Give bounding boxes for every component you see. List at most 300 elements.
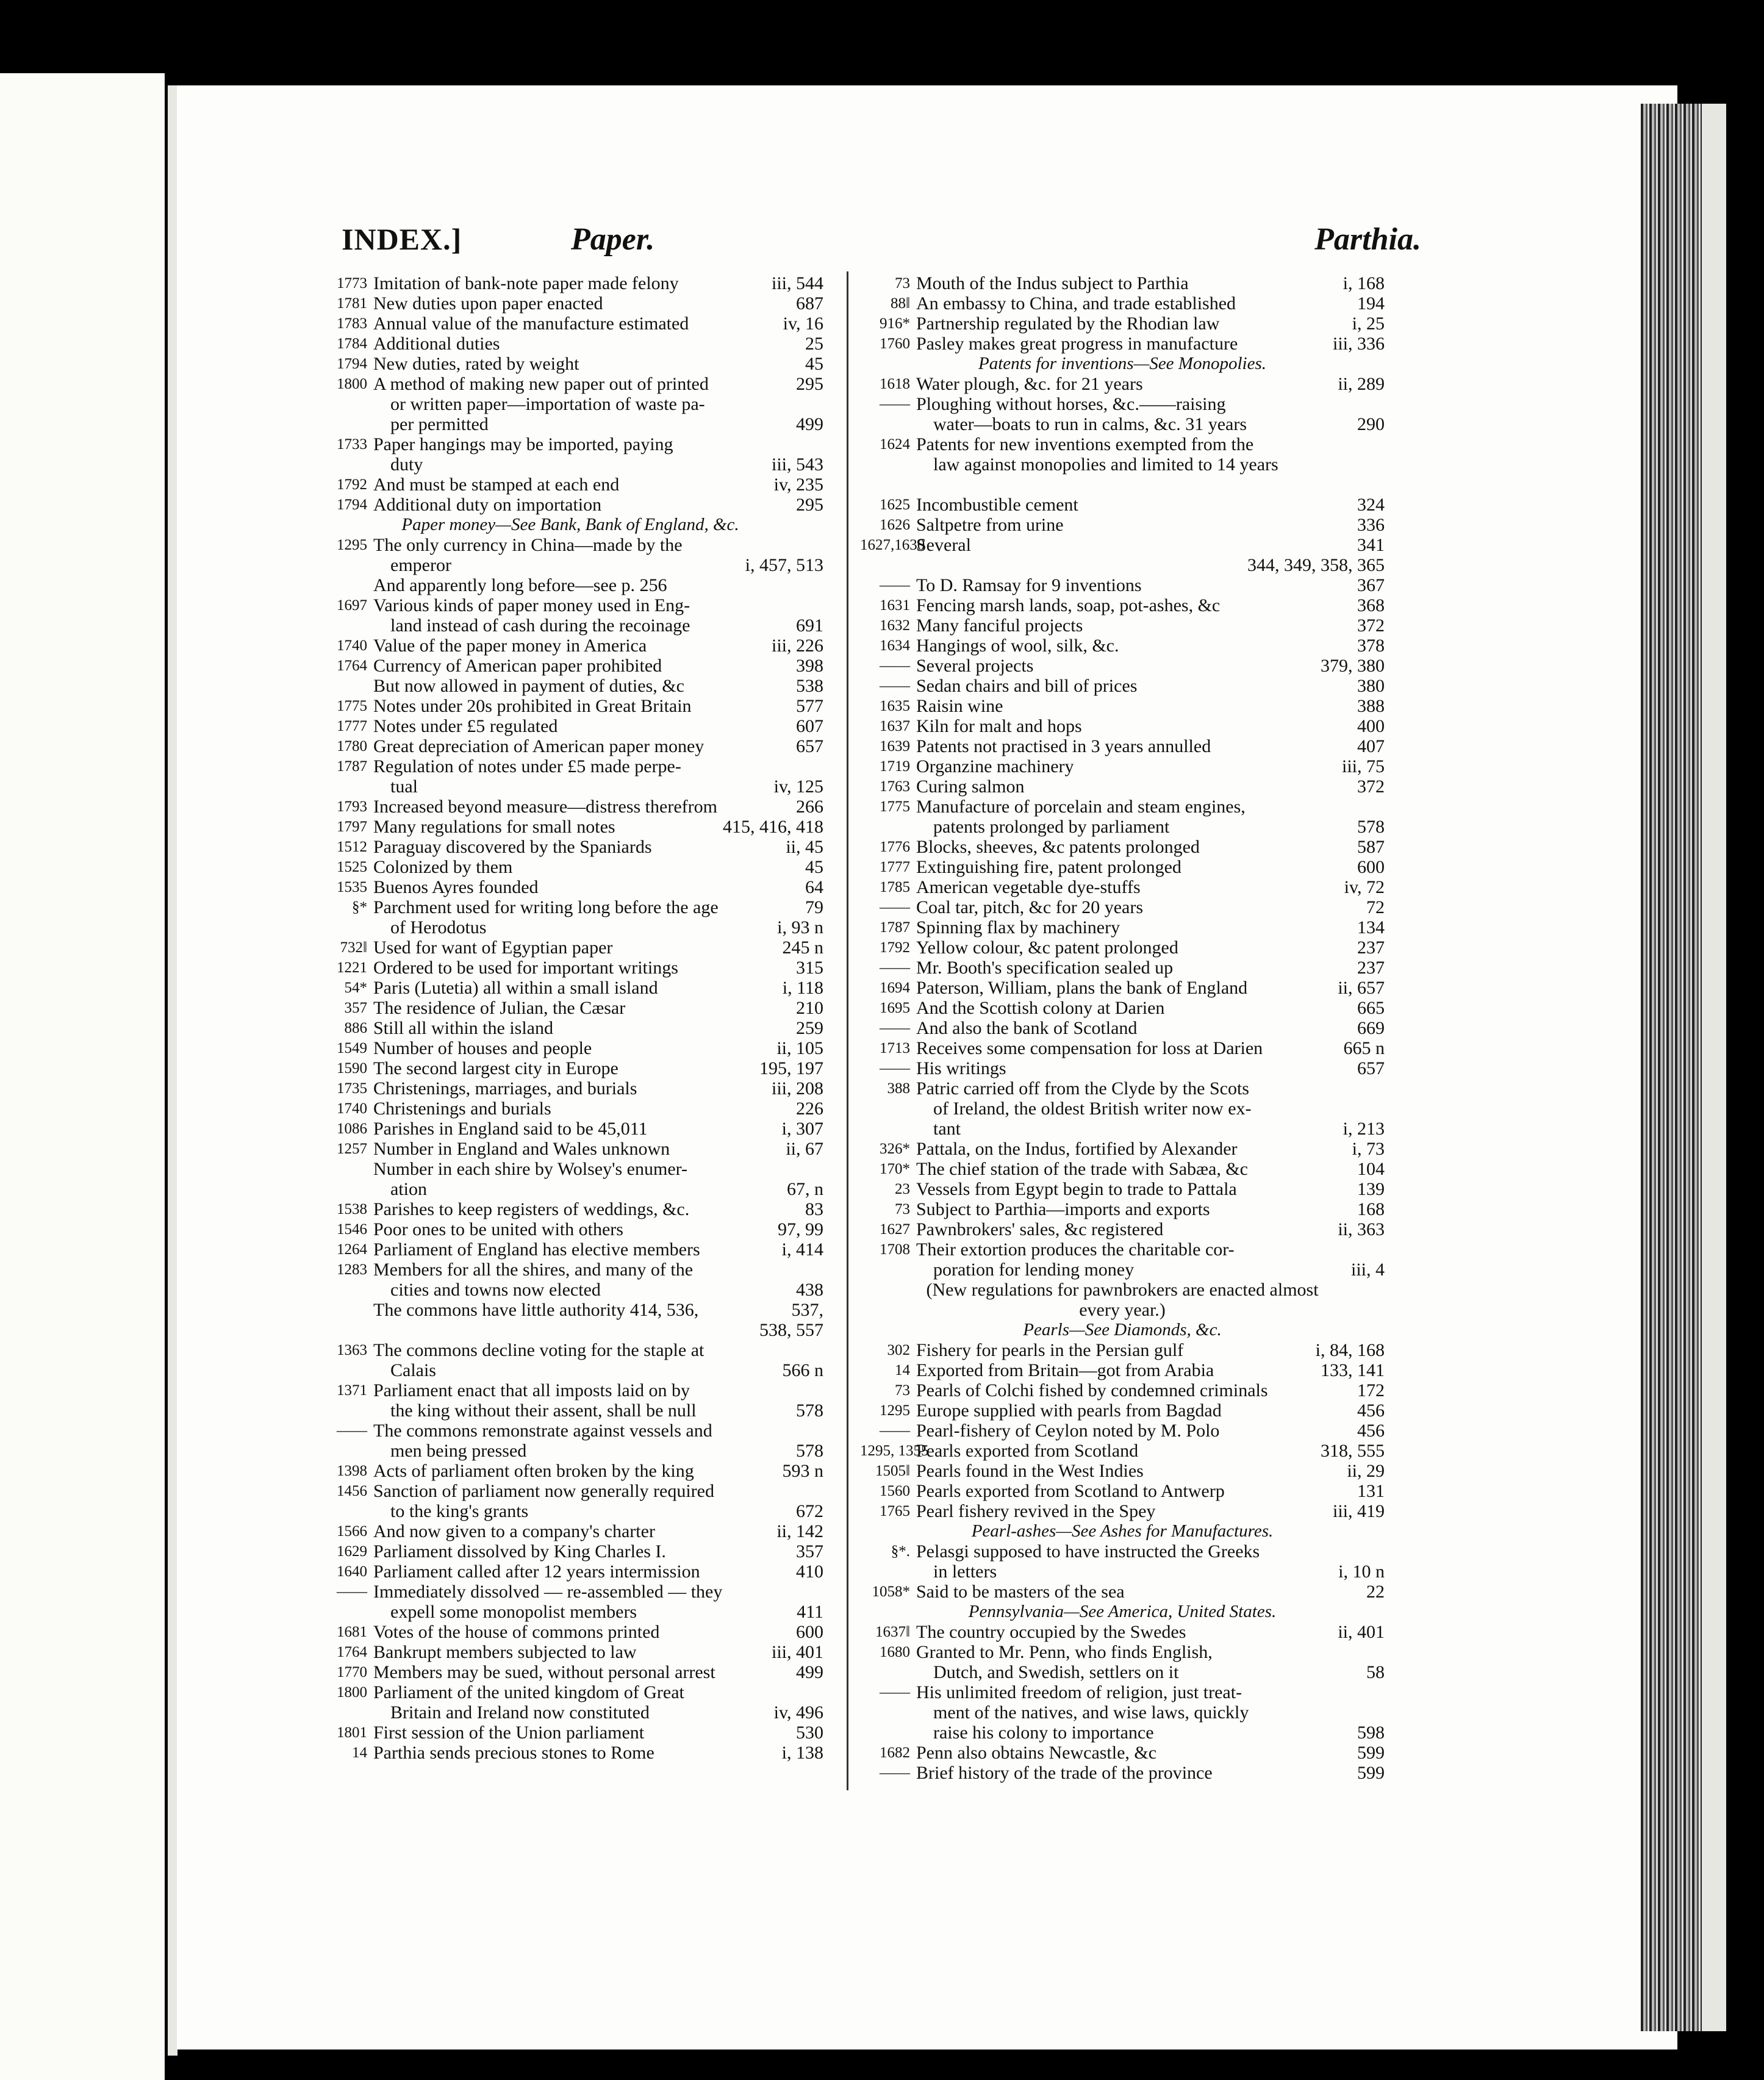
- entry-year: 1295: [880, 1402, 910, 1419]
- entry-year: 1626: [880, 517, 910, 533]
- entry-year: 1785: [880, 879, 910, 895]
- entry-text: Calais: [390, 1360, 436, 1380]
- index-entry: [860, 897, 1385, 917]
- entry-year: 326*: [880, 1141, 910, 1157]
- entry-year: [317, 1360, 373, 1380]
- index-entry: [860, 736, 1385, 756]
- page-edge-margin: [1702, 104, 1726, 2031]
- index-entry: [860, 716, 1385, 736]
- entry-page-ref: 172: [1357, 1380, 1385, 1400]
- index-entry: [317, 1662, 823, 1682]
- entry-page-ref: 318, 555: [1321, 1441, 1385, 1461]
- entry-text: Parthia sends precious stones to Rome: [373, 1743, 654, 1763]
- entry-year: 23: [895, 1181, 910, 1197]
- index-entry: [860, 837, 1385, 857]
- index-entry: [317, 374, 823, 394]
- left-column: [317, 273, 823, 1763]
- index-entry: [317, 736, 823, 756]
- entry-page-ref: iii, 401: [771, 1642, 823, 1662]
- entry-page-ref: 266: [796, 797, 823, 817]
- entry-text: Manufacture of porcelain and steam engines,: [916, 797, 1246, 817]
- entry-page-ref: i, 84, 168: [1315, 1340, 1385, 1360]
- entry-page-ref: [819, 756, 823, 776]
- entry-year: [860, 1723, 916, 1743]
- entry-year: [317, 454, 373, 475]
- entry-year: ——: [880, 396, 910, 412]
- entry-text: Paterson, William, plans the bank of England: [916, 978, 1248, 998]
- entry-text: Parliament dissolved by King Charles I.: [373, 1541, 666, 1562]
- index-entry: [317, 1642, 823, 1662]
- entry-text: Various kinds of paper money used in Eng-: [373, 595, 690, 615]
- entry-year: [860, 1099, 916, 1119]
- entry-page-ref: ii, 657: [1338, 978, 1385, 998]
- entry-page-ref: i, 168: [1343, 273, 1385, 293]
- entry-year: 54*: [344, 980, 367, 996]
- entry-text: But now allowed in payment of duties, &c: [373, 676, 684, 696]
- index-entry: [860, 958, 1385, 978]
- entry-page-ref: 598: [1357, 1723, 1385, 1743]
- entry-page-ref: 607: [796, 716, 823, 736]
- index-entry: [317, 615, 823, 636]
- index-entry: [860, 1582, 1385, 1602]
- right-column: [860, 273, 1385, 1783]
- entry-page-ref: 657: [1357, 1058, 1385, 1078]
- index-entry: [317, 595, 823, 615]
- entry-page-ref: 438: [796, 1280, 823, 1300]
- entry-text: cities and towns now elected: [390, 1280, 601, 1300]
- entry-page-ref: [819, 394, 823, 414]
- entry-page-ref: [819, 1159, 823, 1179]
- entry-text: Many fanciful projects: [916, 615, 1083, 636]
- entry-year: ——: [880, 959, 910, 976]
- entry-text: Regulation of notes under £5 made perpe-: [373, 756, 681, 776]
- index-entry: [317, 1340, 823, 1360]
- entry-year: 1283: [337, 1261, 367, 1278]
- entry-year: 73: [895, 1382, 910, 1399]
- index-entry: [860, 1119, 1385, 1139]
- entry-year: 1787: [880, 919, 910, 936]
- entry-text: per permitted: [390, 414, 489, 434]
- entry-text: Several: [916, 535, 971, 555]
- entry-year: [860, 1119, 916, 1139]
- entry-text: Used for want of Egyptian paper: [373, 938, 613, 958]
- index-entry: [860, 1159, 1385, 1179]
- entry-text: of Herodotus: [390, 917, 487, 938]
- entry-year: [860, 555, 916, 575]
- entry-text: The country occupied by the Swedes: [916, 1622, 1186, 1642]
- entry-text: Curing salmon: [916, 776, 1025, 797]
- entry-text: to the king's grants: [390, 1501, 529, 1521]
- entry-text: Raisin wine: [916, 696, 1003, 716]
- index-entry: [317, 917, 823, 938]
- entry-year: 1635: [880, 698, 910, 714]
- index-entry: [317, 656, 823, 676]
- entry-year: 1629: [337, 1543, 367, 1560]
- entry-page-ref: 324: [1357, 495, 1385, 515]
- entry-page-ref: [819, 1582, 823, 1602]
- entry-text: Parishes to keep registers of weddings, &c.: [373, 1199, 690, 1219]
- entry-text: Their extortion produces the charitable cor-: [916, 1239, 1235, 1260]
- entry-page-ref: 380: [1357, 676, 1385, 696]
- entry-page-ref: 687: [796, 293, 823, 314]
- index-entry: [860, 475, 1385, 495]
- entry-page-ref: ii, 29: [1347, 1461, 1385, 1481]
- entry-text: Notes under 20s prohibited in Great Britain: [373, 696, 692, 716]
- entry-page-ref: 79: [805, 897, 823, 917]
- entry-year: 1783: [337, 315, 367, 332]
- entry-text: Brief history of the trade of the province: [916, 1763, 1213, 1783]
- entry-page-ref: ii, 289: [1338, 374, 1385, 394]
- entry-text: Value of the paper money in America: [373, 636, 647, 656]
- index-entry: [317, 535, 823, 555]
- entry-page-ref: 97, 99: [778, 1219, 823, 1239]
- entry-text: [916, 555, 1242, 575]
- entry-page-ref: 368: [1357, 595, 1385, 615]
- index-entry: [317, 1541, 823, 1562]
- index-entry: [860, 374, 1385, 394]
- entry-page-ref: 530: [796, 1723, 823, 1743]
- entry-text: of Ireland, the oldest British writer now ex-: [933, 1099, 1252, 1119]
- entry-year: 1764: [337, 658, 367, 674]
- entry-text: Paper hangings may be imported, paying: [373, 434, 673, 454]
- entry-year: [317, 414, 373, 434]
- entry-page-ref: [1380, 434, 1385, 454]
- entry-page-ref: 578: [796, 1400, 823, 1421]
- entry-page-ref: [819, 595, 823, 615]
- entry-text: Great depreciation of American paper money: [373, 736, 705, 756]
- gutter: [168, 85, 177, 2056]
- index-entry: [317, 776, 823, 797]
- entry-year: 88‖: [890, 295, 910, 312]
- entry-page-ref: iv, 496: [773, 1702, 823, 1723]
- entry-year: [317, 1300, 373, 1320]
- entry-year: 1781: [337, 295, 367, 312]
- entry-year: 1787: [337, 758, 367, 775]
- index-entry: [860, 1099, 1385, 1119]
- entry-year: 1695: [880, 1000, 910, 1016]
- entry-page-ref: i, 10 n: [1338, 1562, 1385, 1582]
- entry-text: Penn also obtains Newcastle, &c: [916, 1743, 1157, 1763]
- entry-year: ——: [880, 899, 910, 916]
- entry-text: Currency of American paper prohibited: [373, 656, 662, 676]
- index-entry: [860, 555, 1385, 575]
- entry-page-ref: iii, 336: [1332, 334, 1385, 354]
- index-entry: [860, 817, 1385, 837]
- entry-year: 1566: [337, 1523, 367, 1540]
- entry-page-ref: [819, 1481, 823, 1501]
- index-entry: [317, 394, 823, 414]
- entry-text: Britain and Ireland now constituted: [390, 1702, 650, 1723]
- entry-text: tant: [933, 1119, 961, 1139]
- entry-year: 1624: [880, 436, 910, 453]
- index-entry: [860, 998, 1385, 1018]
- entry-year: [317, 1280, 373, 1300]
- index-entry: [860, 1662, 1385, 1682]
- index-entry: [860, 1340, 1385, 1360]
- entry-page-ref: iii, 226: [771, 636, 823, 656]
- entry-page-ref: i, 25: [1352, 314, 1385, 334]
- index-entry: [317, 1179, 823, 1199]
- index-entry: [317, 1441, 823, 1461]
- entry-text: Parchment used for writing long before the age: [373, 897, 719, 917]
- entry-text: Buenos Ayres founded: [373, 877, 539, 897]
- facing-page-edge: [0, 73, 165, 2080]
- entry-year: 1680: [880, 1644, 910, 1660]
- entry-text: [916, 475, 1380, 495]
- entry-page-ref: 456: [1357, 1421, 1385, 1441]
- entry-text: Parliament of England has elective members: [373, 1239, 700, 1260]
- index-entry: [317, 676, 823, 696]
- entry-page-ref: i, 93 n: [777, 917, 823, 938]
- index-entry: [317, 938, 823, 958]
- entry-text: And now given to a company's charter: [373, 1521, 655, 1541]
- entry-year: 170*: [880, 1161, 910, 1177]
- entry-year: 732‖: [340, 939, 367, 956]
- entry-page-ref: iii, 419: [1332, 1501, 1385, 1521]
- index-entry: [317, 1380, 823, 1400]
- entry-page-ref: 344, 349, 358, 365: [1247, 555, 1385, 575]
- entry-text: A method of making new paper out of printed: [373, 374, 709, 394]
- index-entry: [860, 1078, 1385, 1099]
- entry-year: 1257: [337, 1141, 367, 1157]
- entry-year: 1525: [337, 859, 367, 875]
- index-entry: [317, 998, 823, 1018]
- entry-year: 1618: [880, 376, 910, 392]
- entry-year: [317, 1702, 373, 1723]
- entry-year: 1363: [337, 1342, 367, 1358]
- index-entry: [317, 1702, 823, 1723]
- entry-year: 1792: [880, 939, 910, 956]
- index-entry: [860, 797, 1385, 817]
- entry-year: 1776: [880, 839, 910, 855]
- entry-text: Sanction of parliament now generally required: [373, 1481, 714, 1501]
- entry-page-ref: [819, 434, 823, 454]
- entry-page-ref: [819, 1260, 823, 1280]
- entry-year: 1637: [880, 718, 910, 734]
- column-divider: [847, 271, 848, 1790]
- entry-page-ref: 72: [1366, 897, 1385, 917]
- index-entry: [317, 495, 823, 515]
- entry-text: And the Scottish colony at Darien: [916, 998, 1165, 1018]
- entry-year: [317, 1441, 373, 1461]
- entry-text: Several projects: [916, 656, 1034, 676]
- entry-page-ref: 672: [796, 1501, 823, 1521]
- index-entry: [860, 1179, 1385, 1199]
- entry-year: 1627: [880, 1221, 910, 1238]
- entry-text: [373, 1320, 755, 1340]
- entry-text: Subject to Parthia—imports and exports: [916, 1199, 1210, 1219]
- entry-text: raise his colony to importance: [933, 1723, 1154, 1743]
- entry-page-ref: 367: [1357, 575, 1385, 595]
- index-entry: [860, 394, 1385, 414]
- entry-text: The residence of Julian, the Cæsar: [373, 998, 626, 1018]
- entry-text: Annual value of the manufacture estimated: [373, 314, 689, 334]
- index-entry: [860, 595, 1385, 615]
- entry-text: poration for lending money: [933, 1260, 1135, 1280]
- entry-text: Still all within the island: [373, 1018, 553, 1038]
- index-entry: [317, 696, 823, 716]
- page-edges: [1641, 104, 1702, 2031]
- index-entry: [317, 1099, 823, 1119]
- entry-year: §*: [352, 899, 367, 916]
- entry-text: Bankrupt members subjected to law: [373, 1642, 637, 1662]
- entry-page-ref: [1380, 1078, 1385, 1099]
- index-entry: [860, 1421, 1385, 1441]
- entry-year: [860, 1562, 916, 1582]
- entry-year: 1797: [337, 819, 367, 835]
- running-header: [342, 221, 1421, 267]
- entry-year: 1770: [337, 1664, 367, 1680]
- entry-year: [317, 1501, 373, 1521]
- header-left-term: Paper.: [571, 222, 655, 257]
- index-entry: [317, 1521, 823, 1541]
- entry-year: 1794: [337, 497, 367, 513]
- entry-text: Poor ones to be united with others: [373, 1219, 623, 1239]
- index-entry: [317, 1481, 823, 1501]
- entry-text: Fishery for pearls in the Persian gulf: [916, 1340, 1184, 1360]
- entry-year: 73: [895, 275, 910, 292]
- entry-year: [317, 1400, 373, 1421]
- index-entry: [860, 1763, 1385, 1783]
- entry-year: [317, 615, 373, 636]
- entry-page-ref: 400: [1357, 716, 1385, 736]
- cross-reference-heading: Pearl-ashes—See Ashes for Manufactures.: [971, 1521, 1274, 1541]
- index-entry: [860, 273, 1385, 293]
- entry-text: Ploughing without horses, &c.——raising: [916, 394, 1226, 414]
- entry-year: 1264: [337, 1241, 367, 1258]
- entry-page-ref: [819, 535, 823, 555]
- entry-year: 1765: [880, 1503, 910, 1519]
- index-entry: [860, 515, 1385, 535]
- entry-page-ref: iv, 16: [783, 314, 823, 334]
- entry-year: 1775: [880, 798, 910, 815]
- index-entry: [860, 756, 1385, 776]
- cross-reference-heading: Patents for inventions—See Monopolies.: [978, 354, 1266, 373]
- entry-year: 1538: [337, 1201, 367, 1218]
- entry-text: First session of the Union parliament: [373, 1723, 645, 1743]
- index-entry: [860, 1682, 1385, 1702]
- entry-year: [860, 414, 916, 434]
- index-entry: [860, 1541, 1385, 1562]
- entry-year: §*.: [891, 1543, 910, 1560]
- entry-page-ref: [819, 1682, 823, 1702]
- entry-text: Kiln for malt and hops: [916, 716, 1082, 736]
- index-entry: [860, 1239, 1385, 1260]
- entry-text: Water plough, &c. for 21 years: [916, 374, 1143, 394]
- entry-text: Increased beyond measure—distress therefrom: [373, 797, 717, 817]
- entry-text: Pasley makes great progress in manufacture: [916, 334, 1238, 354]
- entry-page-ref: 104: [1357, 1159, 1385, 1179]
- entry-page-ref: iv, 235: [773, 475, 823, 495]
- index-entry: [860, 1400, 1385, 1421]
- entry-year: [317, 1602, 373, 1622]
- index-entry: [860, 1723, 1385, 1743]
- entry-year: 886: [344, 1020, 367, 1036]
- entry-year: 1295: [337, 537, 367, 553]
- entry-text: Pelasgi supposed to have instructed the Greeks: [916, 1541, 1260, 1562]
- cross-reference-heading: Pennsylvania—See America, United States.: [968, 1602, 1277, 1621]
- index-entry: [317, 314, 823, 334]
- entry-year: [860, 817, 916, 837]
- entry-page-ref: 398: [796, 656, 823, 676]
- entry-page-ref: i, 118: [782, 978, 823, 998]
- entry-text: The second largest city in Europe: [373, 1058, 618, 1078]
- index-entry: [317, 636, 823, 656]
- index-entry: [860, 857, 1385, 877]
- entry-page-ref: 133, 141: [1321, 1360, 1385, 1380]
- entry-text: Additional duties: [373, 334, 500, 354]
- index-entry: [860, 978, 1385, 998]
- entry-text: Patents not practised in 3 years annulled: [916, 736, 1211, 756]
- entry-year: 1682: [880, 1745, 910, 1761]
- entry-year: 1801: [337, 1724, 367, 1741]
- entry-page-ref: 194: [1357, 293, 1385, 314]
- entry-year: 1625: [880, 497, 910, 513]
- entry-year: 1775: [337, 698, 367, 714]
- entry-year: 14: [352, 1745, 367, 1761]
- entry-year: ——: [880, 1422, 910, 1439]
- index-entry: [317, 1622, 823, 1642]
- entry-text: Partnership regulated by the Rhodian law: [916, 314, 1220, 334]
- entry-page-ref: 83: [805, 1199, 823, 1219]
- index-entry: [317, 1058, 823, 1078]
- entry-page-ref: 139: [1357, 1179, 1385, 1199]
- index-entry: [317, 1461, 823, 1481]
- entry-page-ref: 665 n: [1343, 1038, 1385, 1058]
- entry-text: Coal tar, pitch, &c for 20 years: [916, 897, 1144, 917]
- entry-page-ref: iii, 4: [1350, 1260, 1385, 1280]
- index-entry: [317, 1078, 823, 1099]
- entry-page-ref: 210: [796, 998, 823, 1018]
- entry-year: 1777: [880, 859, 910, 875]
- entry-text: The commons decline voting for the staple at: [373, 1340, 705, 1360]
- index-entry: [860, 1038, 1385, 1058]
- index-entry: [317, 1421, 823, 1441]
- entry-year: 1086: [337, 1121, 367, 1137]
- entry-page-ref: ii, 142: [776, 1521, 823, 1541]
- entry-text: water—boats to run in calms, &c. 31 years: [933, 414, 1247, 434]
- entry-page-ref: ii, 363: [1338, 1219, 1385, 1239]
- entry-year: 1681: [337, 1624, 367, 1640]
- entry-year: 1694: [880, 980, 910, 996]
- entry-page-ref: 499: [796, 1662, 823, 1682]
- index-entry: [317, 716, 823, 736]
- entry-year: 1371: [337, 1382, 367, 1399]
- entry-text: Number in each shire by Wolsey's enumer-: [373, 1159, 688, 1179]
- entry-text: And apparently long before—see p. 256: [373, 575, 667, 595]
- entry-year: 1740: [337, 1100, 367, 1117]
- entry-text: or written paper—importation of waste pa-: [390, 394, 705, 414]
- entry-page-ref: iv, 125: [773, 776, 823, 797]
- entry-text: Europe supplied with pearls from Bagdad: [916, 1400, 1222, 1421]
- entry-page-ref: iii, 543: [771, 454, 823, 475]
- entry-page-ref: 537,: [791, 1300, 823, 1320]
- index-entry: [860, 454, 1385, 475]
- index-entry: [860, 1481, 1385, 1501]
- entry-year: 916*: [880, 315, 910, 332]
- entry-year: 1733: [337, 436, 367, 453]
- entry-year: 1398: [337, 1463, 367, 1479]
- index-entry: [317, 1159, 823, 1179]
- entry-year: 73: [895, 1201, 910, 1218]
- index-entry: [860, 1461, 1385, 1481]
- entry-year: 1546: [337, 1221, 367, 1238]
- entry-page-ref: 226: [796, 1099, 823, 1119]
- entry-page-ref: 600: [796, 1622, 823, 1642]
- entry-year: 302: [887, 1342, 910, 1358]
- entry-text: Parishes in England said to be 45,011: [373, 1119, 648, 1139]
- entry-year: ——: [880, 1765, 910, 1781]
